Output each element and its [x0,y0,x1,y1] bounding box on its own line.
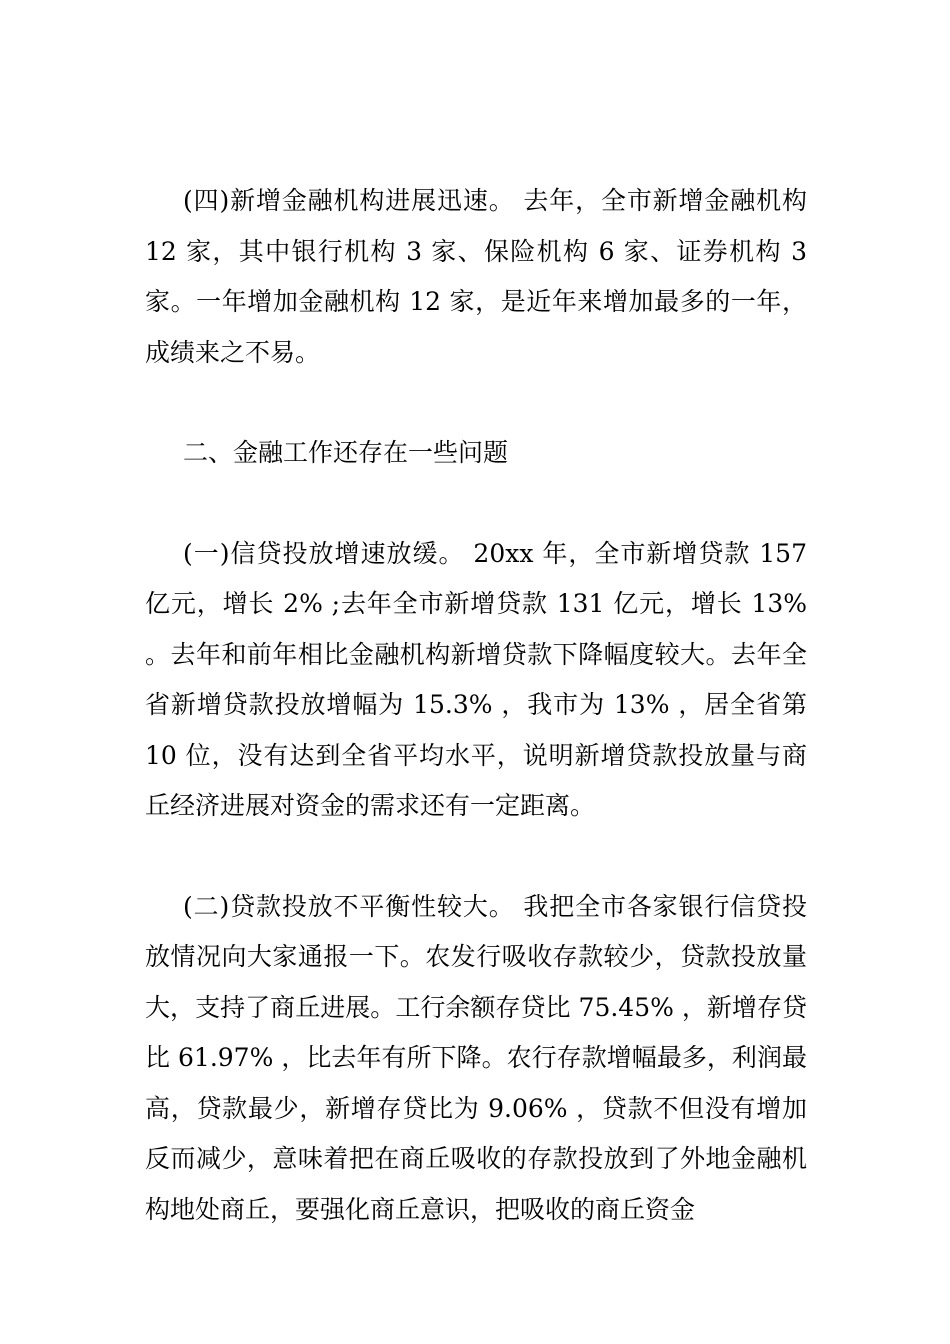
paragraph-credit-growth-slowdown: (一)信贷投放增速放缓。 20xx 年，全市新增贷款 157 亿元，增长 2% ;去年全市新增贷款 131 亿元，增长 13% 。去年和前年相比金融机构新增贷款下降幅度较大。去年全省新增贷款投放增幅为 15.3% ，我市为 13% ，居全省第 10 位，没有达到全省平均水平，说明新增贷款投放量与商丘经济进展对资金的需求还有一定距离。 [145,538,807,820]
paragraph-loan-imbalance: (二)贷款投放不平衡性较大。 我把全市各家银行信贷投放情况向大家通报一下。农发行吸收存款较少，贷款投放量大，支持了商丘进展。工行余额存贷比 75.45% ，新增存贷比 61.97% ，比去年有所下降。农行存款增幅最多，利润最高，贷款最少，新增存贷比为 9.06% ，贷款不但没有增加反而减少，意味着把在商丘吸收的存款投放到了外地金融机构地处商丘，要强化商丘意识，把吸收的商丘资金 [145,891,807,1224]
paragraph-new-financial-institutions: (四)新增金融机构进展迅速。 去年，全市新增金融机构 12 家，其中银行机构 3 家、保险机构 6 家、证券机构 3 家。一年增加金融机构 12 家，是近年来增加最多的一年，成绩来之不易。 [145,186,807,367]
section-heading-problems: 二、金融工作还存在一些问题 [183,438,509,467]
document-body [145,176,807,1235]
